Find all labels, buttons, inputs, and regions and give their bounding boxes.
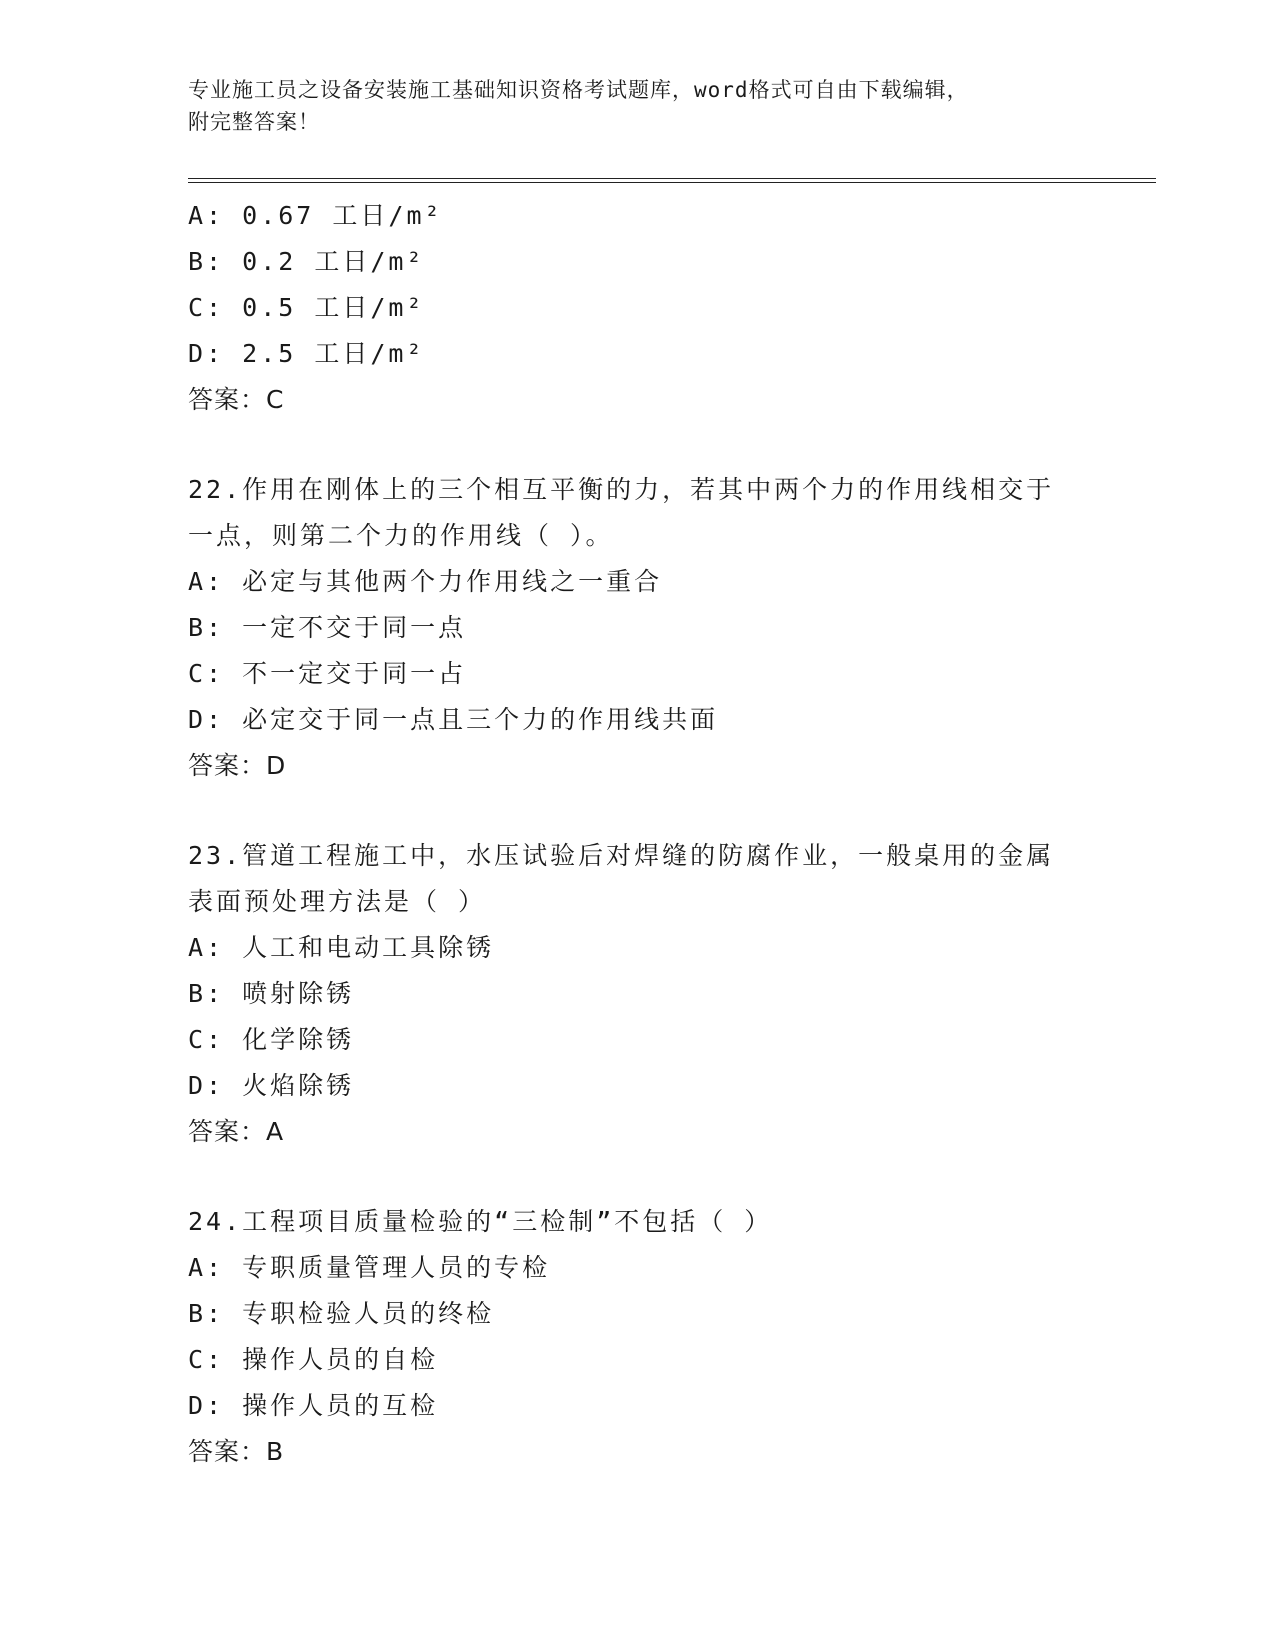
question-24: [188, 1199, 1088, 1475]
option-b: B: 喷射除锈: [188, 979, 355, 1008]
option-b: B: 0.2 工日/m²: [188, 247, 425, 276]
header-line-1: 专业施工员之设备安装施工基础知识资格考试题库，word格式可自由下载编辑，: [188, 78, 969, 102]
question-text-line-1: 24.工程项目质量检验的“三检制”不包括（ ）: [188, 1207, 773, 1236]
question-23: [188, 833, 1088, 1155]
option-b: B: 专职检验人员的终检: [188, 1299, 495, 1328]
option-a: A: 人工和电动工具除锈: [188, 933, 495, 962]
option-a: A: 必定与其他两个力作用线之一重合: [188, 567, 663, 596]
question-21: [188, 193, 1088, 423]
answer-line: 答案：A: [188, 1117, 285, 1146]
answer-line: 答案：C: [188, 385, 285, 414]
question-22: [188, 467, 1088, 789]
question-text-line-1: 23.管道工程施工中，水压试验后对焊缝的防腐作业，一般桌用的金属: [188, 841, 1055, 870]
answer-line: 答案：B: [188, 1437, 285, 1466]
option-d: D: 必定交于同一点且三个力的作用线共面: [188, 705, 719, 734]
option-c: C: 操作人员的自检: [188, 1345, 439, 1374]
header-divider-top: [188, 178, 1156, 179]
option-b: B: 一定不交于同一点: [188, 613, 467, 642]
question-text-line-2: 表面预处理方法是（ ）: [188, 887, 487, 916]
option-d: D: 操作人员的互检: [188, 1391, 439, 1420]
header-divider-bottom: [188, 182, 1156, 183]
question-text-line-2: 一点，则第二个力的作用线（ ）。: [188, 521, 614, 550]
option-d: D: 火焰除锈: [188, 1071, 355, 1100]
answer-line: 答案：D: [188, 751, 287, 780]
question-text-line-1: 22.作用在刚体上的三个相互平衡的力，若其中两个力的作用线相交于: [188, 475, 1055, 504]
header-line-2: 附完整答案！: [188, 110, 320, 134]
option-a: A: 0.67 工日/m²: [188, 201, 443, 230]
option-c: C: 0.5 工日/m²: [188, 293, 425, 322]
option-a: A: 专职质量管理人员的专检: [188, 1253, 551, 1282]
question-list: [188, 193, 1088, 1475]
option-d: D: 2.5 工日/m²: [188, 339, 425, 368]
document-header: [188, 74, 1088, 138]
option-c: C: 不一定交于同一占: [188, 659, 467, 688]
option-c: C: 化学除锈: [188, 1025, 355, 1054]
